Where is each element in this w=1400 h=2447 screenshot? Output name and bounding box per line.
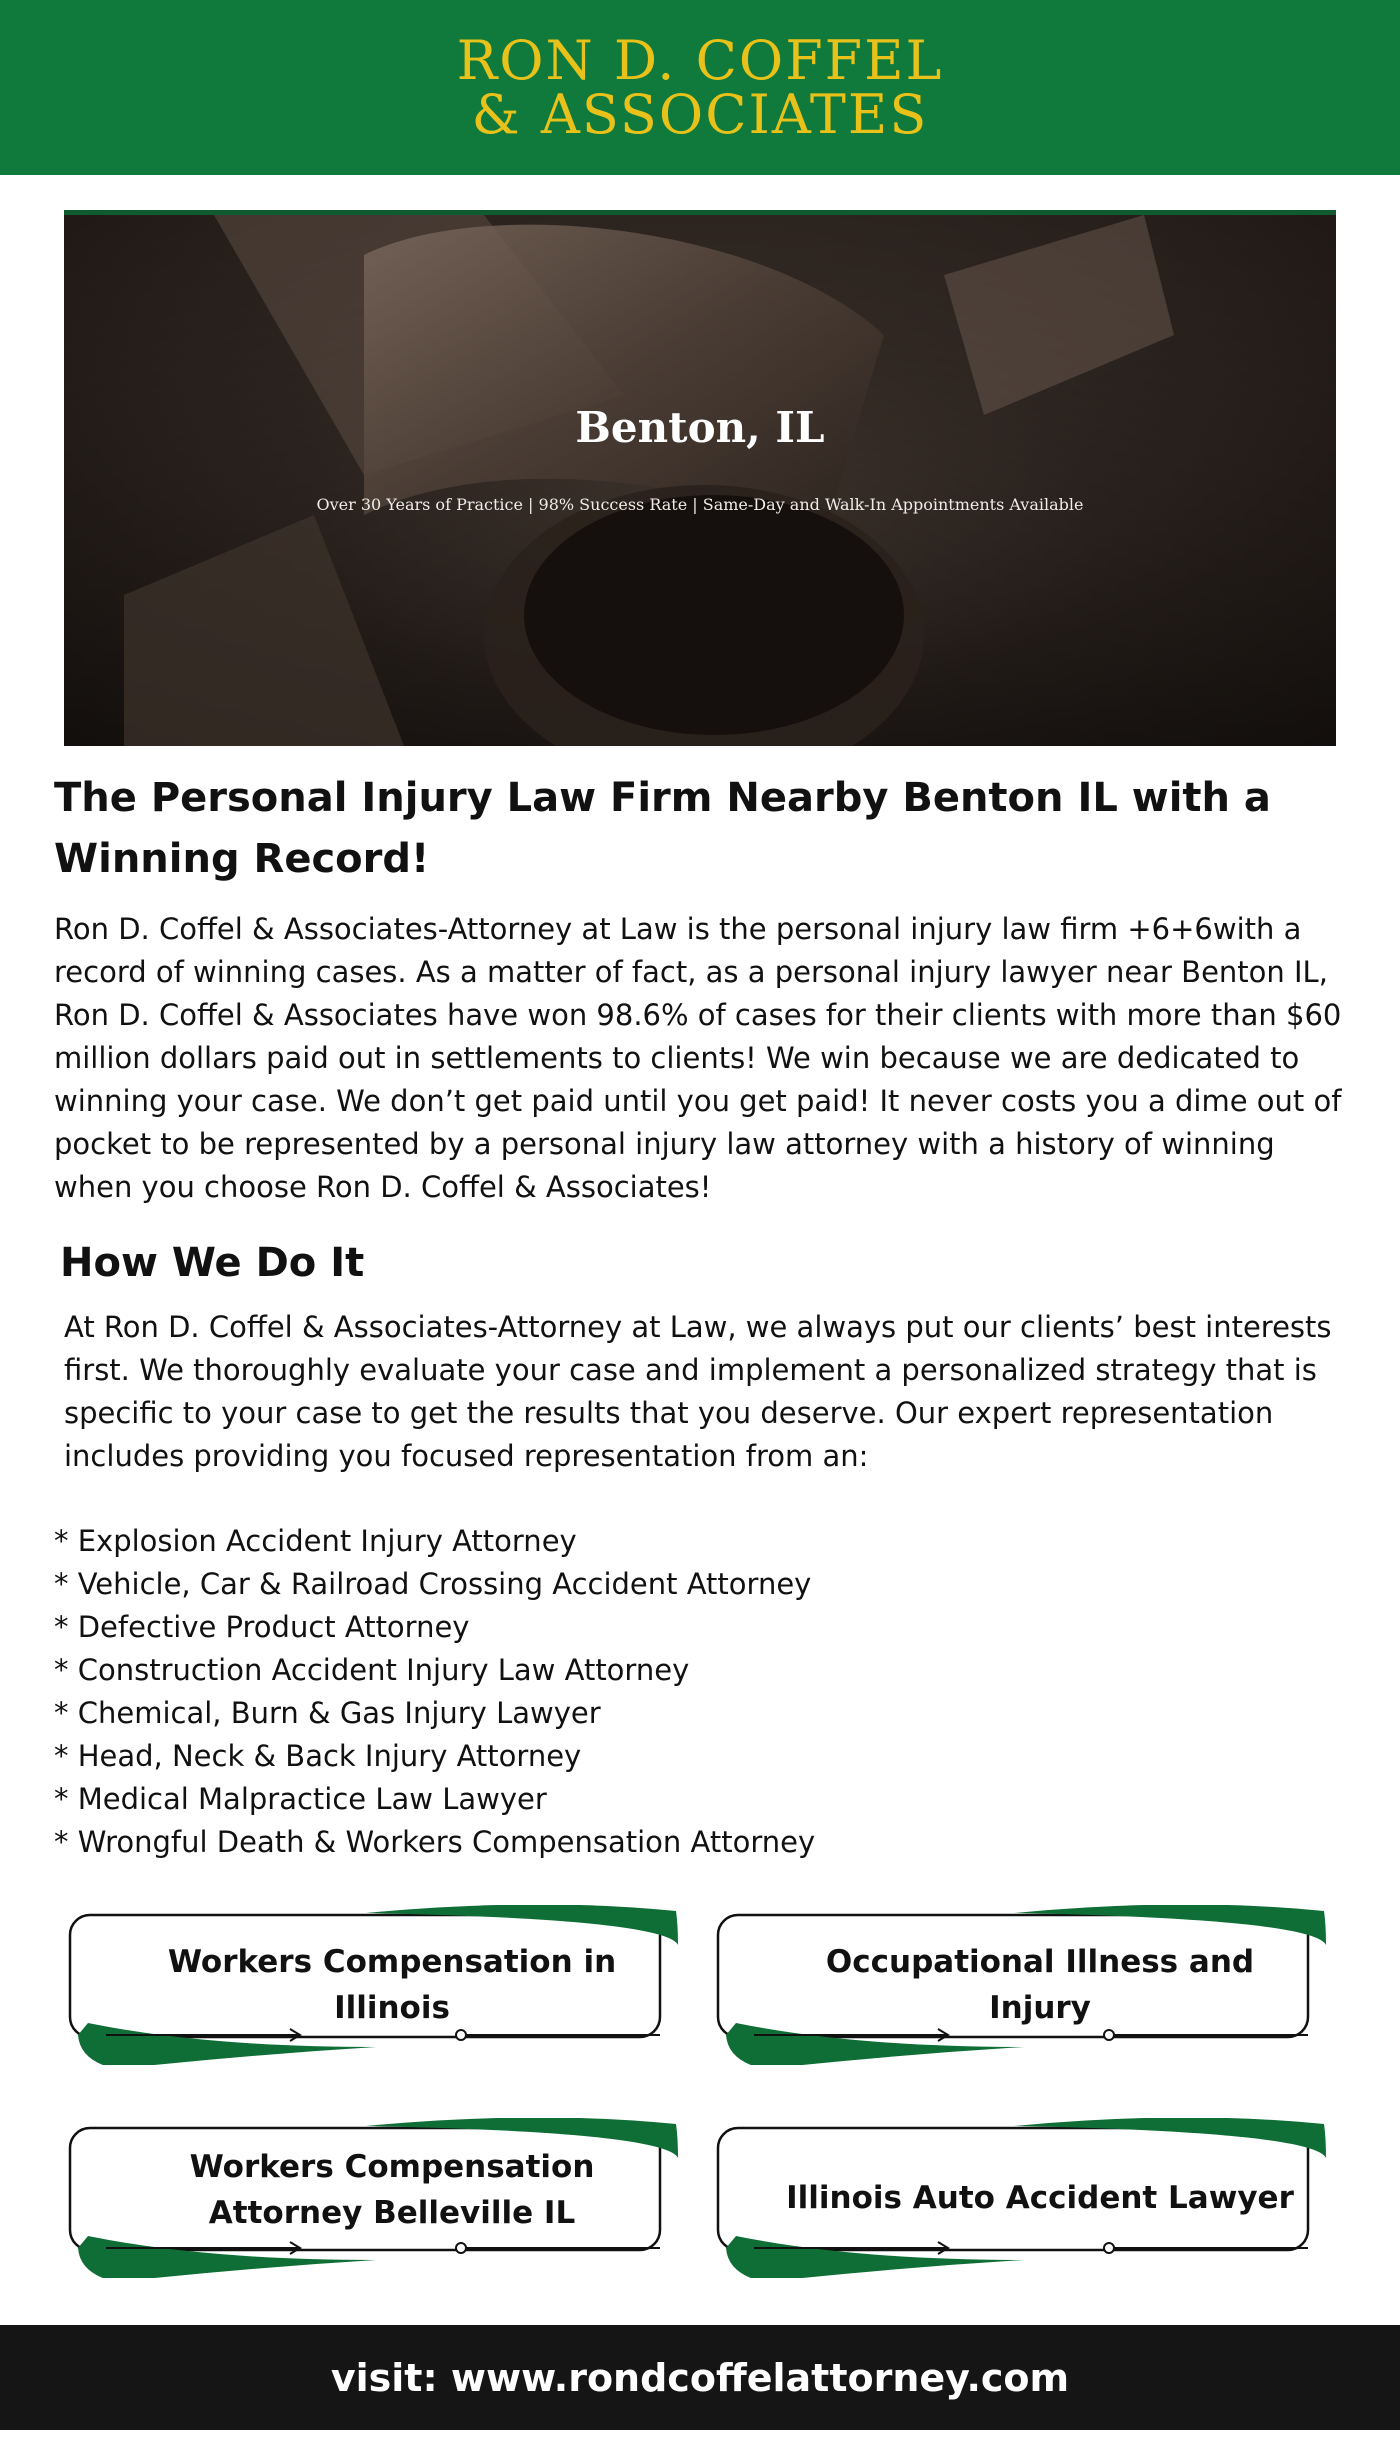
service-card-occupational-illness[interactable]	[714, 1905, 1334, 2065]
list-item: * Vehicle, Car & Railroad Crossing Accident Attorney	[54, 1567, 812, 1601]
list-item: * Head, Neck & Back Injury Attorney	[54, 1739, 582, 1773]
website-link[interactable]: visit: www.rondcoffelattorney.com	[330, 2355, 1070, 2400]
list-item: * Defective Product Attorney	[54, 1610, 470, 1644]
how-heading: How We Do It	[60, 1240, 365, 1286]
services-list	[54, 1520, 815, 1864]
intro-paragraph: Ron D. Coffel & Associates-Attorney at Law is the personal injury law firm +6+6with a record of winning cases. As a matter of fact, as a personal injury lawyer near Benton IL, Ron D. Coffel & Associates have won 98.6% of cases for their clients with more than $60 million dollars paid out in settlements to clients! We win because we are dedicated to winning your case. We don’t get paid until you get paid! It never costs you a dime out of pocket to be represented by a personal injury law attorney with a history of winning when you choose Ron D. Coffel & Associates!	[54, 912, 1342, 1204]
site-footer	[0, 2325, 1400, 2430]
brand-name-line-2: & ASSOCIATES	[471, 82, 929, 146]
card-label: Workers Compensation Attorney Belleville IL	[189, 2149, 595, 2231]
service-card-workers-comp-illinois[interactable]	[66, 1905, 686, 2065]
site-header	[0, 0, 1400, 175]
how-paragraph: At Ron D. Coffel & Associates-Attorney at Law, we always put our clients’ best interests first. We thoroughly evaluate your case and implement a personalized strategy that is specific to your case to get the results that you deserve. Our expert representation includes providing you focused representation from an:	[64, 1310, 1332, 1473]
list-item: * Explosion Accident Injury Attorney	[54, 1524, 577, 1558]
card-label: Illinois Auto Accident Lawyer	[786, 2180, 1294, 2216]
card-label: Workers Compensation in Illinois	[167, 1944, 617, 2026]
hero-title: Benton, IL	[575, 403, 825, 452]
list-item: * Chemical, Burn & Gas Injury Lawyer	[54, 1696, 601, 1730]
list-item: * Wrongful Death & Workers Compensation Attorney	[54, 1825, 816, 1859]
hero-banner	[64, 210, 1336, 746]
hero-subtitle: Over 30 Years of Practice | 98% Success Rate | Same-Day and Walk-In Appointments Available	[316, 495, 1084, 514]
list-item: * Medical Malpractice Law Lawyer	[54, 1782, 547, 1816]
intro-heading: The Personal Injury Law Firm Nearby Benton IL with a Winning Record!	[54, 775, 1271, 882]
card-label: Occupational Illness and Injury	[825, 1944, 1255, 2026]
brand-name-line-1: RON D. COFFEL	[456, 28, 944, 92]
service-card-workers-comp-belleville[interactable]	[66, 2118, 686, 2278]
service-card-auto-accident[interactable]	[714, 2118, 1334, 2278]
list-item: * Construction Accident Injury Law Attorney	[54, 1653, 690, 1687]
gavel-illustration	[64, 215, 1336, 746]
